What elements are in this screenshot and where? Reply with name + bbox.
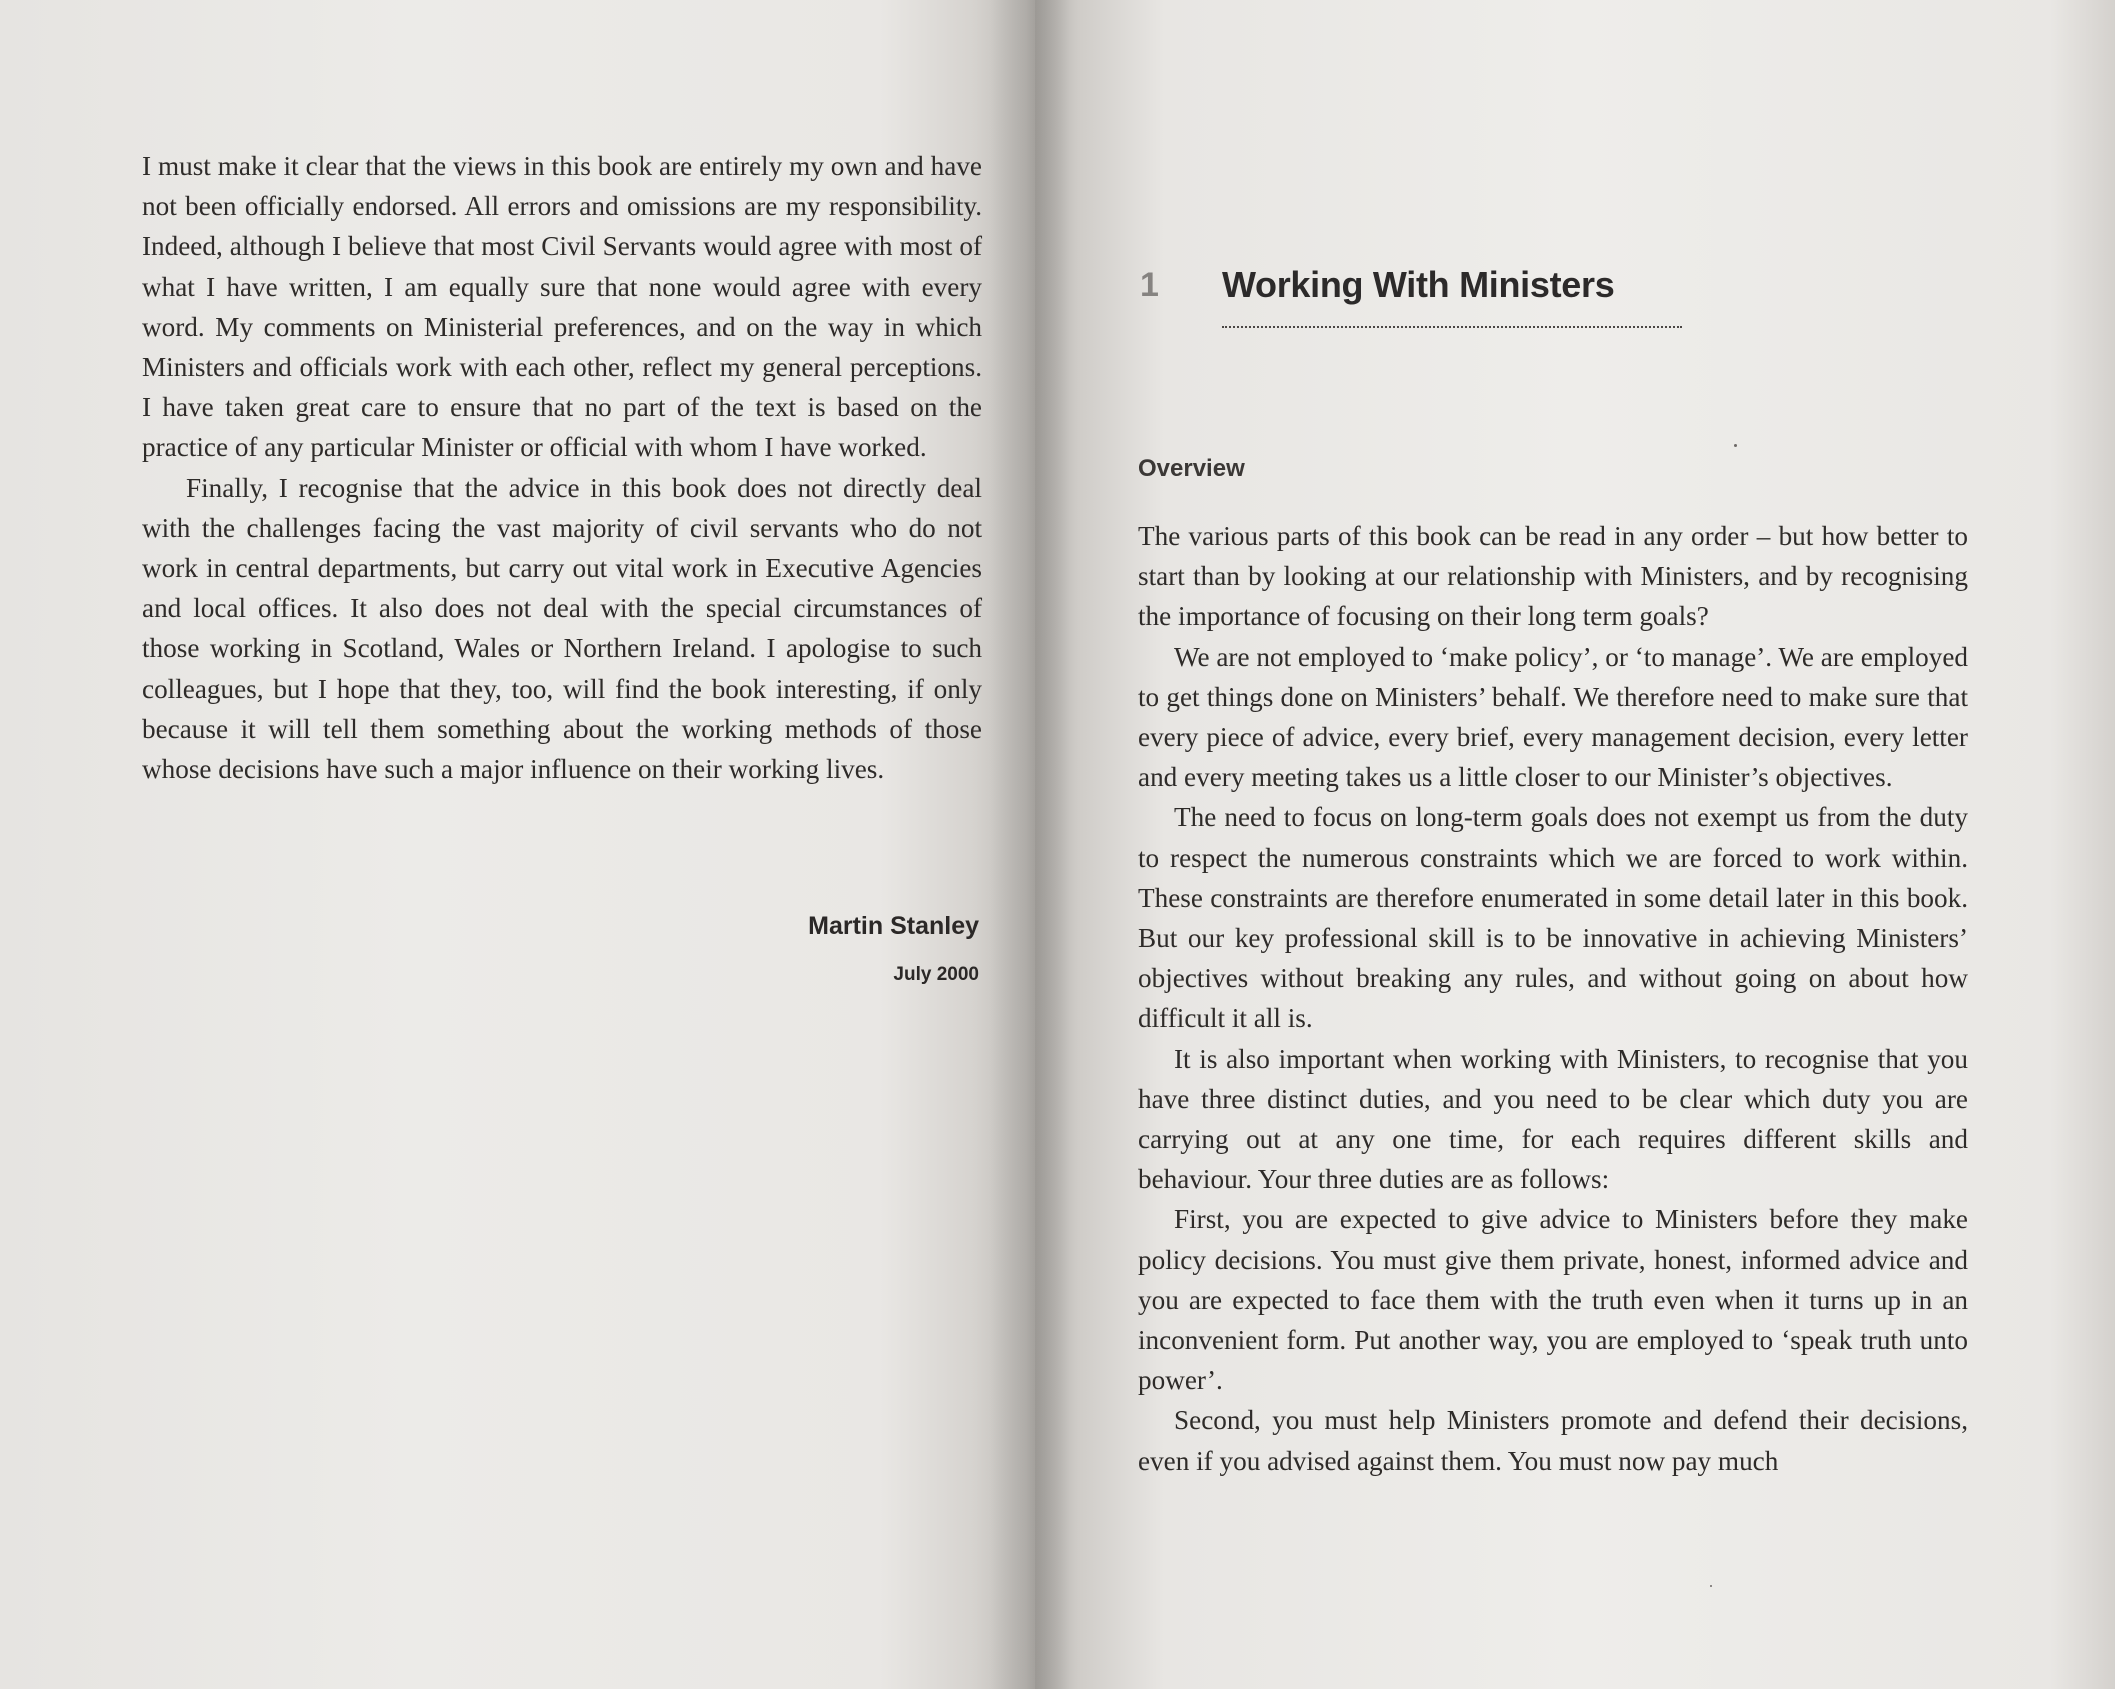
right-paragraph-5: First, you are expected to give advice to Ministers before they make policy decisions. You must give them private, honest, informed advice and you are expected to face them with the truth even when it turns up in an inconvenient form. Put another way, you are employed to ‘speak truth unto power’. [1138, 1204, 1968, 1396]
left-page-body [142, 146, 982, 789]
right-paragraph-4: It is also important when working with Ministers, to recognise that you have three distinct duties, and you need to be clear which duty you are carrying out at any one time, for each requires different skills and behaviour. Your three duties are as follows: [1138, 1043, 1968, 1195]
right-paragraph-3: The need to focus on long-term goals does not exempt us from the duty to respect the numerous constraints which we are forced to work within. These constraints are therefore enumerated in some detail later in this book. But our key professional skill is to be innovative in achieving Ministers’ objectives without breaking any rules, and without going on about how difficult it all is. [1138, 802, 1968, 1034]
left-paragraph-2: Finally, I recognise that the advice in this book does not directly deal with the challenges facing the vast majority of civil servants who do not work in central departments, but carry out vital work in Executive Agencies and local offices. It also does not deal with the special circumstances of those working in Scotland, Wales or Northern Ireland. I apologise to such colleagues, but I hope that they, too, will find the book interesting, if only because it will tell them something about the working methods of those whose decisions have such a major influence on their working lives. [142, 472, 982, 785]
right-paragraph-6: Second, you must help Ministers promote and defend their decisions, even if you advised against them. You must now pay much [1138, 1405, 1968, 1476]
right-paragraph-1: The various parts of this book can be read in any order – but how better to start than by looking at our relationship with Ministers, and by recognising the importance of focusing on their long term goals? [1138, 521, 1968, 632]
paper-speck [1710, 1585, 1712, 1587]
section-heading: Overview [1138, 455, 1245, 482]
author-signature-name: Martin Stanley [808, 912, 979, 940]
left-paragraph-1: I must make it clear that the views in this book are entirely my own and have not been officially endorsed. All errors and omissions are my responsibility. Indeed, although I believe that most Civil Servants would agree with most of what I have written, I am equally sure that none would agree with every word. My comments on Ministerial preferences, and on the way in which Ministers and officials work with each other, reflect my general perceptions. I have taken great care to ensure that no part of the text is based on the practice of any particular Minister or official with whom I have worked. [142, 151, 982, 463]
paper-speck [1734, 444, 1737, 447]
right-paragraph-2: We are not employed to ‘make policy’, or ‘to manage’. We are employed to get things done on Ministers’ behalf. We therefore need to make sure that every piece of advice, every brief, every management decision, every letter and every meeting takes us a little closer to our Minister’s objectives. [1138, 641, 1968, 793]
chapter-title: Working With Ministers [1222, 264, 1615, 305]
chapter-number: 1 [1140, 266, 1159, 304]
chapter-title-rule [1222, 326, 1682, 328]
right-page-body [1138, 516, 1968, 1481]
author-signature-date: July 2000 [893, 964, 979, 985]
